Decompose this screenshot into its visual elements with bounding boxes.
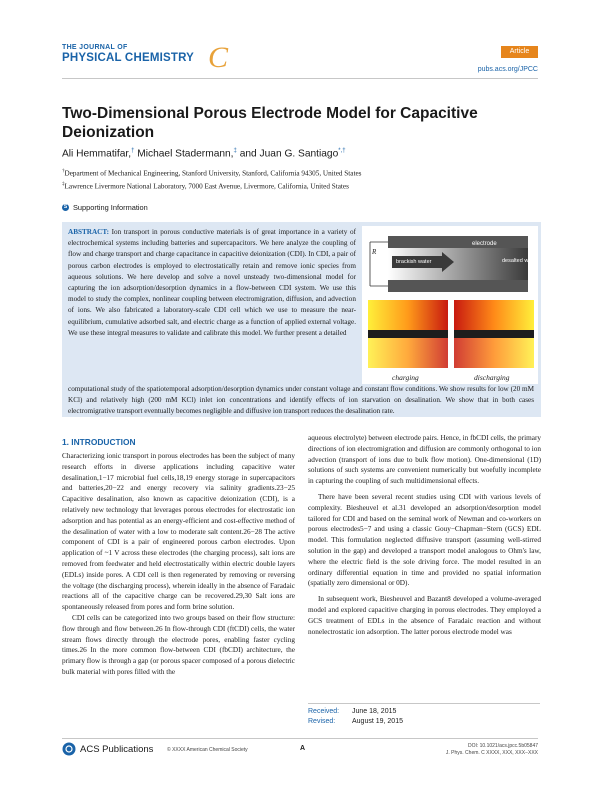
affiliation-1 [62, 169, 361, 177]
discharging-field-top [454, 300, 534, 334]
revised-label: Revised: [308, 718, 336, 725]
author-affiliation-mark: ‡ [233, 148, 237, 154]
doi-citation [446, 743, 538, 757]
supporting-information-link[interactable] [62, 203, 148, 212]
affiliation-2 [62, 182, 349, 190]
affiliation-mark: ‡ [62, 182, 65, 187]
body-column-left [62, 451, 295, 678]
acs-publications-logo[interactable] [62, 742, 153, 756]
paragraph: There have been several recent studies using CDI with various levels of complexity. Biesheuvel et al.31 developed an adsorption/desorption model tailored for CDI and based on the seminal work of Newman and co-workers on porous electrodes5−7 and using a classic Gouy−Chapman−Stern (GCS) EDL model. This formulation neglected diffusive transport (assuming well-stirred solution in the gap) and developed a transport model analogous to Ohm's law, where the electric field is the sole driving force. The model resulted in an ordinary differential equation in time and provided no spatial information (spatially zero dimensional or 0D). [308, 492, 541, 588]
journal-name-big: PHYSICAL CHEMISTRY [62, 52, 195, 64]
dates-divider [308, 703, 540, 704]
author-affiliation-mark: *,† [338, 148, 346, 154]
abstract-body-wide: computational study of the spatiotemporal adsorption/desorption dynamics under constant voltage and constant flow conditions. We show results for low (20 mM KCl) and relatively high (200 mM KCl) inlet ion concentrations and identify effects of ion starvation on desalination. We show that in both cases electromigrative transport eventually becomes negligible and diffusive ion transport reduces the desalination rate. [68, 385, 534, 416]
bottom-electrode [388, 280, 528, 292]
citation-text: J. Phys. Chem. C XXXX, XXX, XXX−XXX [445, 750, 538, 756]
paragraph: Characterizing ionic transport in porous electrodes has been the subject of many research efforts in diverse applications including capacitive water desalination,1−17 microbial fuel cells,18,19 energy storage in supercapacitors and batteries,20−22 and energy recovery via salinity gradients.23−25 Capacitive desalination, also known as capacitive deionization (CDI), is a relatively new technology that leverages porous electrodes for electrostatic ion adsorption and has potential as an energy-efficient and cost-effective method of the desalination of water with a low to moderate salt content.26−28 The active component of CDI is a pair of engineered porous carbon electrodes. Upon application of ~1 V across these electrodes (the charging process), salt ions are removed from feedwater and held electrostatically within electric double layers (EDLs) inside pores. A CDI cell is then regenerated by removing or reversing the voltage (the discharging process), wherein ideally in the absence of Faradaic reactions all of the capacitive charge can be recovered.29,30 Salt ions are spontaneously released from pores and form brine solution. [62, 452, 295, 612]
resistor-label: R [372, 248, 377, 256]
charging-gap [368, 330, 448, 338]
abstract-body-narrow: Ion transport in porous conductive materials is of great importance in a variety of electrochemical systems including batteries and supercapacitors. We here analyze the coupling of flow and charge transport and charge capacitance in capacitive deionization (CDI). In CDI, a pair of porous carbon electrodes is employed to electrostatically retain and remove ionic species from aqueous solutions. We here develop and solve a novel unsteady two-dimensional model for capturing the ion adsorption/desorption dynamics in a flow-between CDI system. We use this model to study the complex, nonlinear coupling between electromigration, diffusion, and advection of ions. We also fabricated a laboratory-scale CDI cell which we use to measure the near-equilibrium, cumulative adsorbed salt, and electric charge as a function of applied external voltage. We use these integral measures to validate and calibrate this model. We further present a detailed [68, 228, 356, 337]
author-name[interactable]: and Juan G. Santiago [236, 148, 339, 160]
journal-url-link[interactable]: pubs.acs.org/JPCC [477, 66, 538, 73]
toc-graphic [362, 226, 538, 384]
discharging-field-bottom [454, 334, 534, 368]
journal-logo[interactable] [62, 41, 232, 82]
footer-divider [62, 738, 538, 739]
author-list [62, 148, 346, 159]
abstract-box [62, 222, 541, 417]
body-column-right [308, 433, 541, 637]
received-date: June 18, 2015 [352, 708, 397, 715]
journal-letter: C [208, 41, 229, 74]
revised-date: August 19, 2015 [352, 718, 403, 725]
author-affiliation-mark: † [131, 148, 135, 154]
electrode-label: electrode [472, 241, 497, 247]
doi-link[interactable]: DOI: 10.1021/acs.jpcc.5b05847 [467, 743, 538, 749]
affiliation-mark: † [62, 169, 65, 174]
paragraph: CDI cells can be categorized into two groups based on their flow structure: flow through and flow between.26 In flow-through CDI (ftCDI) cells, the water stream flows directly through the electrode pores, enabling faster cycling times.26 In the more common flow-between CDI (fbCDI) architecture, the primary flow is through a gap (or porous spacer composed of a porous dielectric bulk material with pores filled with the [62, 613, 295, 676]
charging-field-top [368, 300, 448, 334]
publisher-name: ACS Publications [80, 743, 154, 755]
received-label: Received: [308, 708, 340, 715]
paragraph: In subsequent work, Biesheuvel and Bazant8 developed a volume-averaged model and explored capacitive charging in porous electrodes. They employed a GCS treatment of EDLs in the absence of Faradaic reaction and without nonelectrostatic ion adsorption. The latter porous electrode model was [308, 595, 541, 636]
abstract-text [68, 227, 356, 339]
publication-dates [308, 708, 403, 725]
charging-label: charging [392, 373, 419, 382]
copyright-notice: © XXXX American Chemical Society [167, 747, 248, 753]
supporting-info-icon: S [63, 204, 68, 210]
top-electrode [388, 236, 528, 248]
supporting-info-label: Supporting Information [73, 203, 148, 212]
section-heading: 1. INTRODUCTION [62, 437, 136, 447]
discharging-gap [454, 330, 534, 338]
article-type-badge: Article [501, 46, 538, 58]
header-divider [62, 78, 538, 79]
paragraph: aqueous electrolyte) between electrode pairs. Hence, in fbCDI cells, the primary directions of ion electromigration and diffusion are commonly orthogonal to ion advection (transport of ions due to bulk flow motion). One-dimensional (1D) solutions of such systems are convenient numerically but woefully incomplete in capturing the coupling of such multidimensional effects. [308, 434, 541, 486]
brackish-label: brackish water [396, 259, 432, 265]
author-name[interactable]: Michael Stadermann, [134, 148, 234, 160]
desalted-label: desalted water [502, 258, 538, 264]
toc-graphic-svg [362, 226, 538, 384]
affiliation-text: Department of Mechanical Engineering, Stanford University, Stanford, California 94305, United States [64, 169, 362, 178]
affiliation-text: Lawrence Livermore National Laboratory, 7000 East Avenue, Livermore, California, United States [64, 182, 349, 191]
discharging-label: discharging [474, 373, 510, 382]
abstract-label: ABSTRACT: [68, 228, 110, 236]
page-number: A [300, 745, 306, 752]
author-name[interactable]: Ali Hemmatifar, [62, 148, 132, 160]
acs-logo-icon [62, 742, 76, 756]
charging-field-bottom [368, 334, 448, 368]
journal-name-small: THE JOURNAL OF [62, 44, 128, 51]
article-title: Two-Dimensional Porous Electrode Model for Capacitive Deionization [62, 105, 478, 141]
